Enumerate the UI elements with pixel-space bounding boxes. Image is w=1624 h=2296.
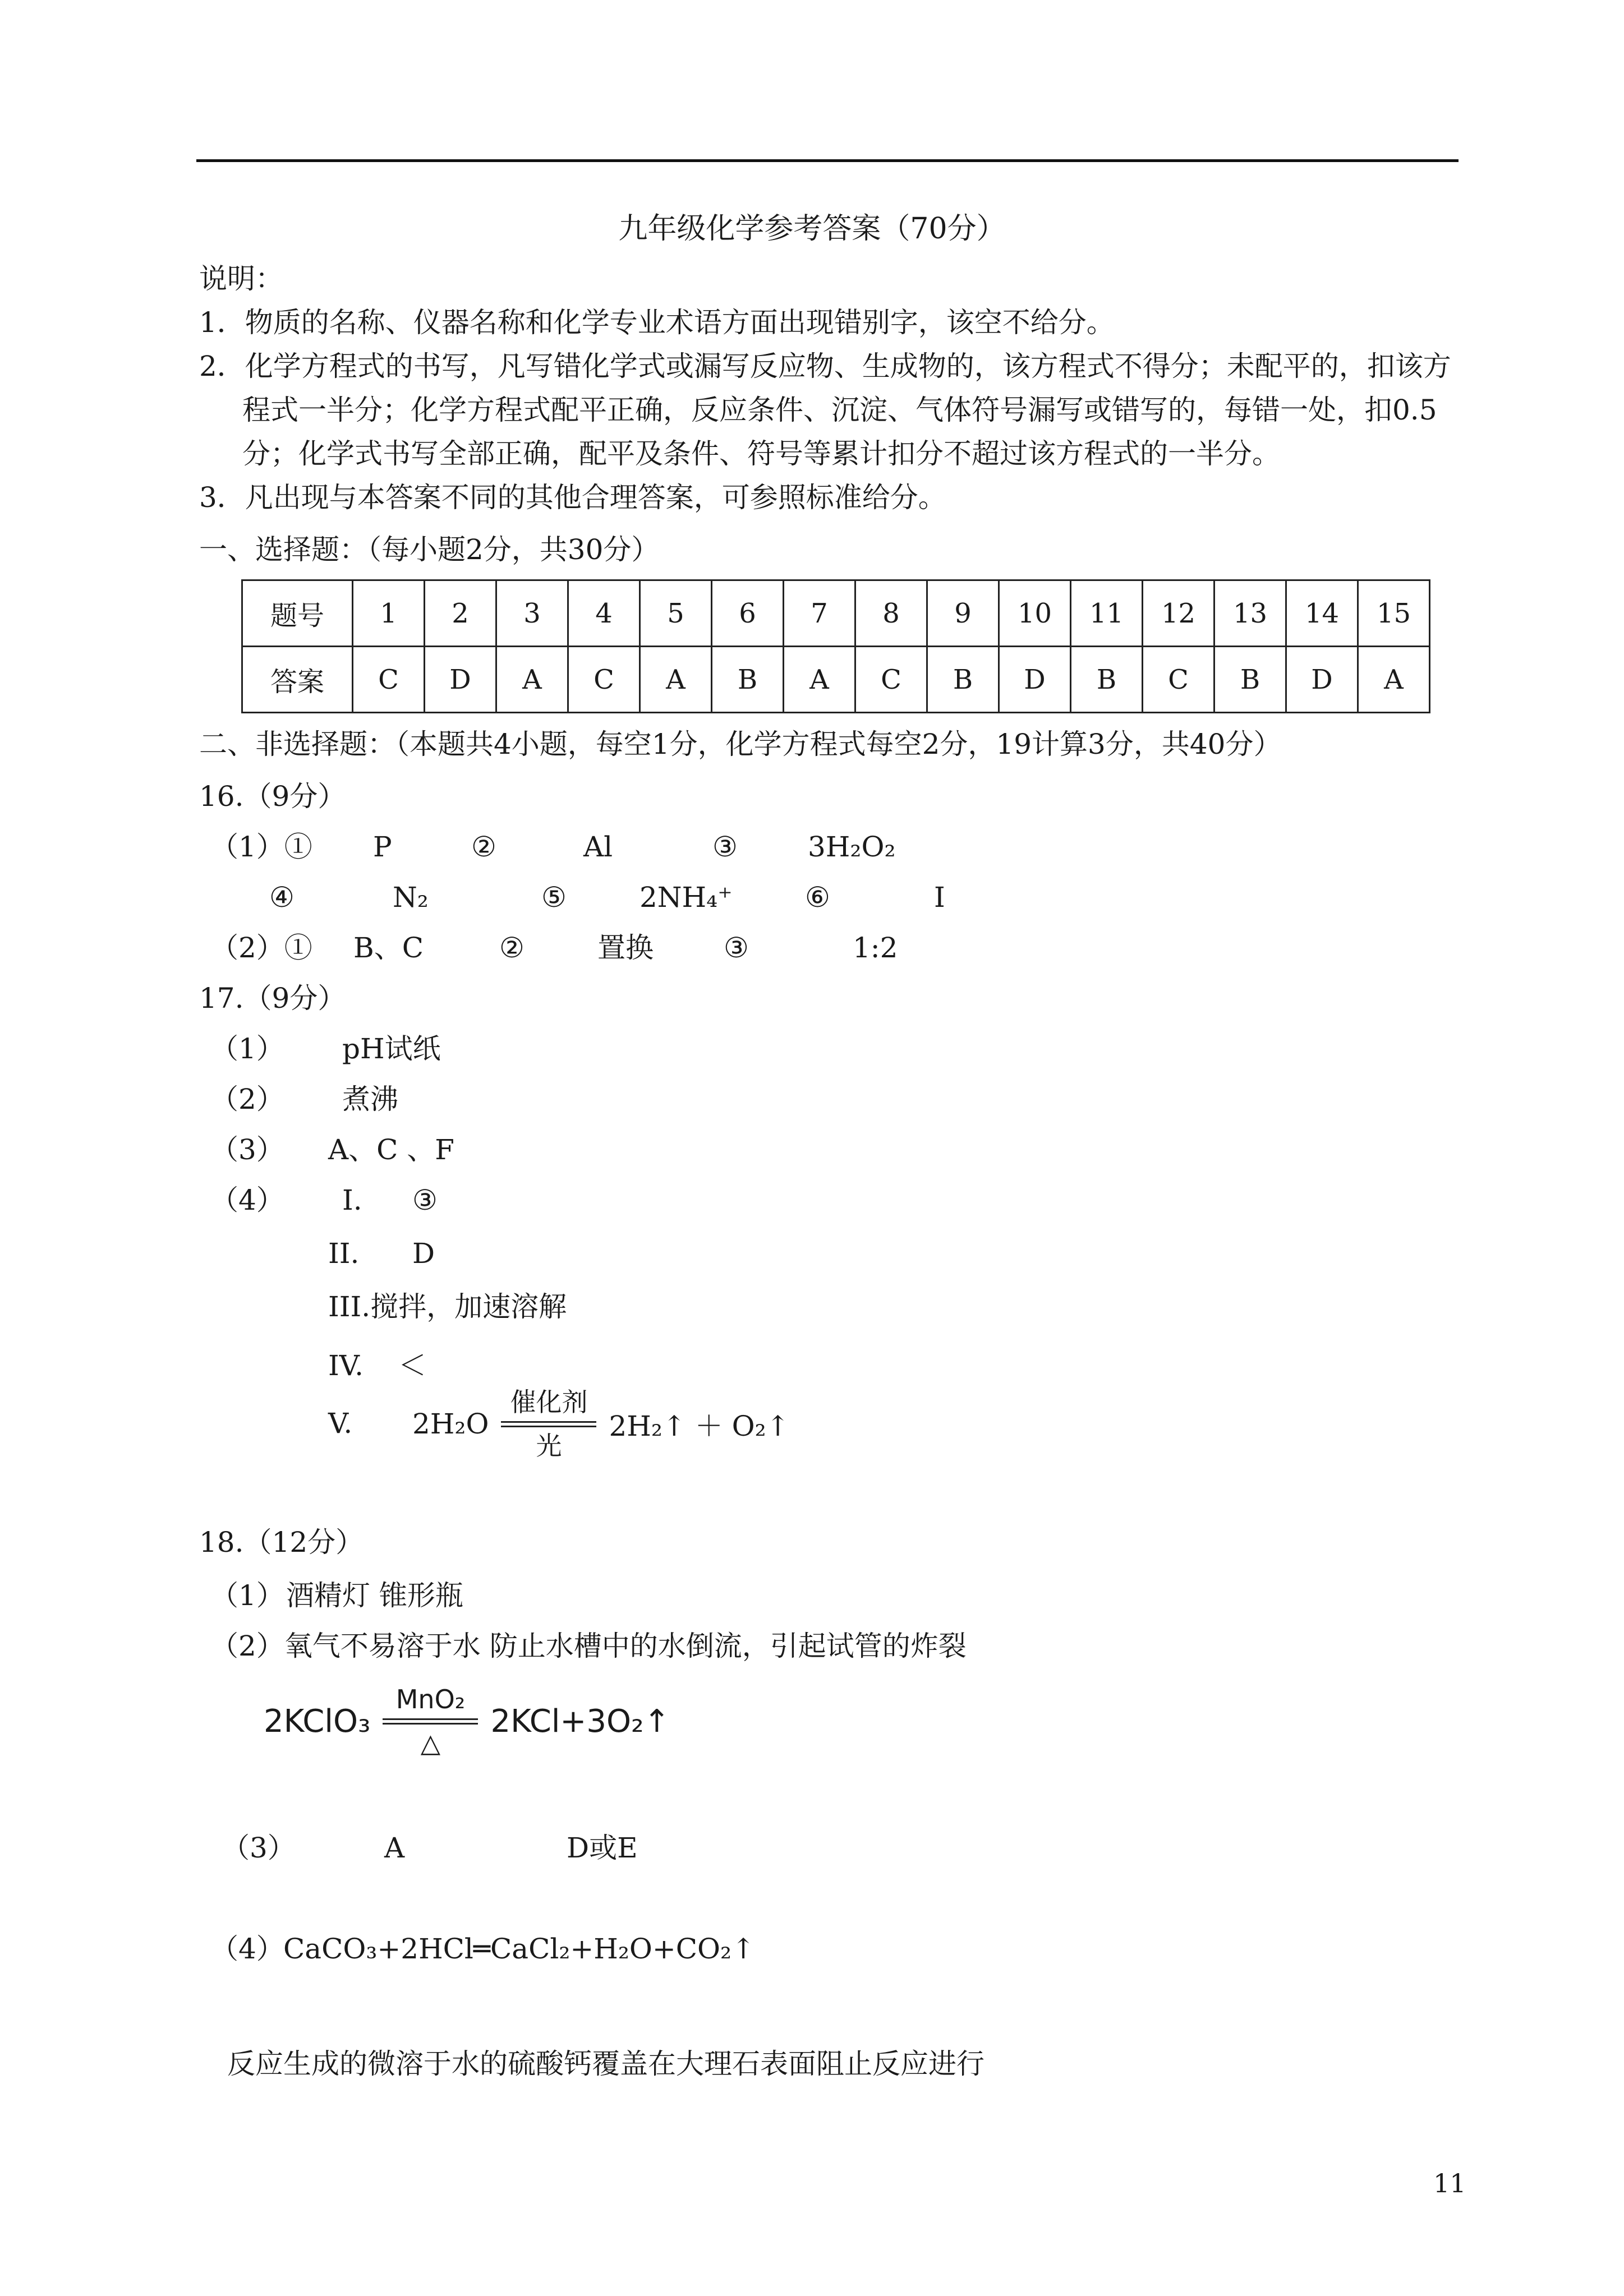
table-cell: A <box>784 647 855 713</box>
equation-reactants: 2H₂O <box>412 1408 489 1441</box>
q16-circle-4: ④ <box>269 881 295 914</box>
table-cell: 1 <box>353 580 425 647</box>
answer-table <box>241 579 1430 713</box>
q17-part1-answer: pH试纸 <box>342 1032 441 1065</box>
q16-heading: 16.（9分） <box>199 780 346 813</box>
table-row-answers <box>242 647 1430 713</box>
table-cell: C <box>1143 647 1214 713</box>
equation-reactants: 2KClO₃ <box>264 1703 371 1740</box>
q17-part3-answer: A、C 、F <box>328 1133 454 1166</box>
q16-part1-label: （1）① <box>210 831 312 863</box>
q17-roman-1-answer: ③ <box>412 1184 438 1216</box>
q18-part3-answer-2: D或E <box>567 1832 638 1864</box>
q18-part1-label: （1） <box>210 1579 284 1612</box>
table-cell: B <box>1214 647 1286 713</box>
equation-products: 2KCl+3O₂↑ <box>490 1703 670 1740</box>
q17-equation <box>412 1388 790 1460</box>
note-3: 3．凡出现与本答案不同的其他合理答案，可参照标准给分。 <box>199 481 946 514</box>
table-cell: 11 <box>1071 580 1143 647</box>
note-1: 1．物质的名称、仪器名称和化学专业术语方面出现错别字，该空不给分。 <box>199 306 1115 339</box>
note-2-line-3: 分；化学式书写全部正确，配平及条件、符号等累计扣分不超过该方程式的一半分。 <box>242 437 1280 470</box>
q18-part2-line: （2）氧气不易溶于水 防止水槽中的水倒流，引起试管的炸裂 <box>210 1630 967 1662</box>
q17-part4-label: （4） <box>210 1184 284 1216</box>
table-row-numbers <box>242 580 1430 647</box>
q16-answer-4: N₂ <box>393 881 429 914</box>
table-cell: 15 <box>1358 580 1430 647</box>
q16-answer-1: P <box>373 831 392 863</box>
q16-part2-answer-2: 置换 <box>597 932 654 964</box>
q16-circle-5: ⑤ <box>541 881 567 914</box>
q16-part2-circle-2: ② <box>499 932 525 964</box>
notes-heading: 说明： <box>199 262 283 295</box>
condition-light: 光 <box>536 1430 562 1461</box>
q17-roman-2-answer: D <box>412 1237 435 1270</box>
document-title: 九年级化学参考答案（70分） <box>618 212 1006 246</box>
q18-heading: 18.（12分） <box>199 1526 364 1559</box>
table-cell: D <box>999 647 1071 713</box>
table-cell: D <box>425 647 496 713</box>
q16-circle-2: ② <box>471 831 496 863</box>
note-2-line-2: 程式一半分；化学方程式配平正确，反应条件、沉淀、气体符号漏写或错写的，每错一处，扣0.5 <box>242 394 1437 426</box>
table-cell: C <box>568 647 640 713</box>
equals-sign <box>501 1421 596 1427</box>
table-cell: C <box>353 647 425 713</box>
q16-answer-3: 3H₂O₂ <box>808 831 896 863</box>
q17-part2-label: （2） <box>210 1083 284 1115</box>
q18-part3-answer-1: A <box>384 1832 405 1864</box>
q17-part2-answer: 煮沸 <box>342 1083 398 1115</box>
table-cell: C <box>855 647 927 713</box>
q16-part2-answer-1: B、C <box>353 932 424 964</box>
table-cell: B <box>927 647 999 713</box>
table-cell: D <box>1286 647 1358 713</box>
table-cell: 3 <box>496 580 568 647</box>
q17-roman-5: V. <box>328 1407 353 1440</box>
table-cell: 5 <box>640 580 712 647</box>
table-cell: 8 <box>855 580 927 647</box>
q17-part3-label: （3） <box>210 1133 284 1166</box>
q18-part4-label: （4） <box>210 1933 284 1965</box>
equation-products: 2H₂↑ ＋ O₂↑ <box>609 1410 790 1443</box>
q17-roman-2: II. <box>328 1237 360 1270</box>
q16-part2-answer-3: 1:2 <box>853 932 898 964</box>
header-rule <box>196 159 1459 162</box>
q17-roman-4-answer: ＜ <box>398 1349 426 1382</box>
table-header-number: 题号 <box>242 580 353 647</box>
q16-answer-6: I <box>934 881 945 914</box>
q18-part1-answer: 酒精灯 锥形瓶 <box>286 1579 463 1612</box>
table-cell: B <box>1071 647 1143 713</box>
table-header-answer: 答案 <box>242 647 353 713</box>
reaction-condition <box>383 1685 478 1757</box>
q18-part4-equation: CaCO₃+2HCl═CaCl₂+H₂O+CO₂↑ <box>283 1933 755 1965</box>
table-cell: A <box>640 647 712 713</box>
q18-equation <box>264 1685 670 1757</box>
q16-answer-2: Al <box>583 831 613 863</box>
q17-roman-4: IV. <box>328 1349 364 1382</box>
q18-explanation: 反应生成的微溶于水的硫酸钙覆盖在大理石表面阻止反应进行 <box>227 2048 984 2080</box>
table-cell: A <box>496 647 568 713</box>
q17-heading: 17.（9分） <box>199 982 346 1015</box>
q16-circle-3: ③ <box>712 831 738 863</box>
table-cell: 12 <box>1143 580 1214 647</box>
q16-part2-label: （2）① <box>210 932 312 964</box>
table-cell: 9 <box>927 580 999 647</box>
page-number: 11 <box>1433 2168 1466 2198</box>
note-2-line-1: 2．化学方程式的书写，凡写错化学式或漏写反应物、生成物的，该方程式不得分；未配平的，扣该方 <box>199 350 1451 382</box>
condition-catalyst: 催化剂 <box>510 1387 588 1417</box>
table-cell: 13 <box>1214 580 1286 647</box>
q18-part3-label: （3） <box>222 1832 296 1864</box>
section-2-heading: 二、非选择题：（本题共4小题，每空1分，化学方程式每空2分，19计算3分，共40分） <box>199 728 1282 760</box>
table-cell: 7 <box>784 580 855 647</box>
table-cell: 4 <box>568 580 640 647</box>
q17-roman-3: III.搅拌，加速溶解 <box>328 1290 567 1323</box>
condition-catalyst: MnO₂ <box>395 1684 466 1714</box>
table-cell: B <box>712 647 784 713</box>
table-cell: A <box>1358 647 1430 713</box>
section-1-heading: 一、选择题：（每小题2分，共30分） <box>199 533 660 566</box>
table-cell: 6 <box>712 580 784 647</box>
condition-heat: △ <box>420 1727 441 1758</box>
q16-answer-5: 2NH₄⁺ <box>640 881 733 914</box>
table-cell: 14 <box>1286 580 1358 647</box>
table-cell: 2 <box>425 580 496 647</box>
equals-sign <box>383 1718 478 1725</box>
q17-roman-1: I. <box>342 1184 362 1216</box>
table-cell: 10 <box>999 580 1071 647</box>
q17-part1-label: （1） <box>210 1032 284 1065</box>
q16-circle-6: ⑥ <box>805 881 830 914</box>
q16-part2-circle-3: ③ <box>724 932 749 964</box>
reaction-condition <box>501 1388 596 1460</box>
